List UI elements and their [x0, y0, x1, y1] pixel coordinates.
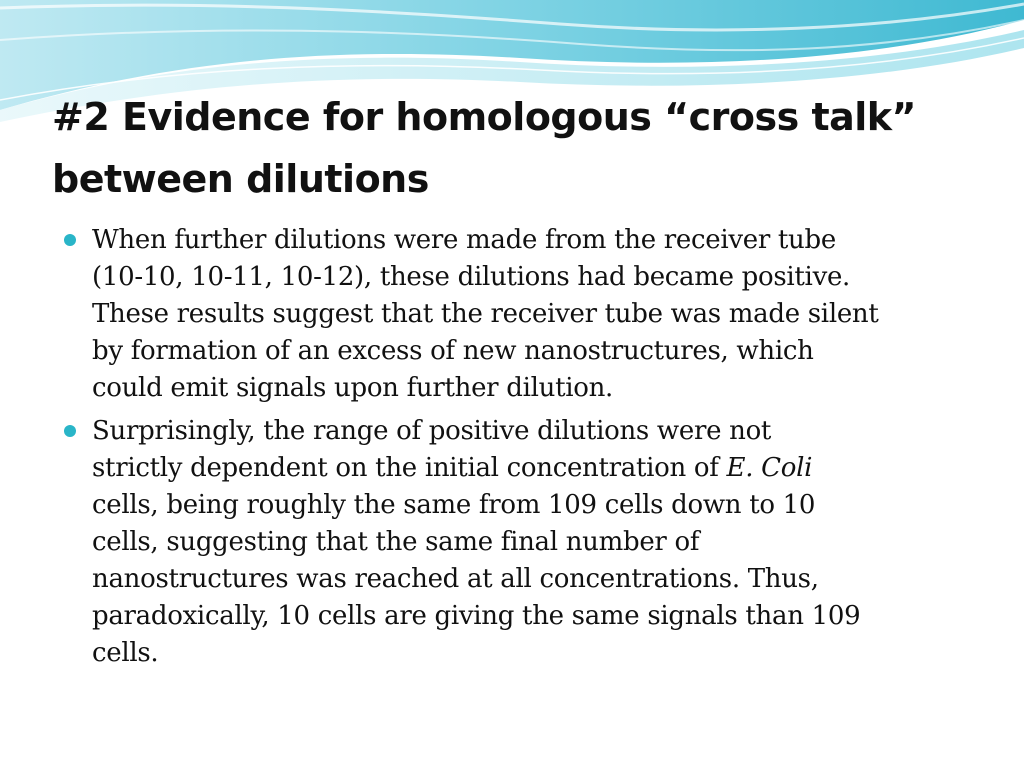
bullet-item-2 — [62, 413, 982, 672]
bullet-1-line-3: These results suggest that the receiver tube was made silent — [92, 299, 879, 329]
bullet-dot-icon — [64, 234, 76, 246]
bullet-1-line-5: could emit signals upon further dilution. — [92, 373, 613, 403]
bullet-1-line-2: (10-10, 10-11, 10-12), these dilutions had became positive. — [92, 262, 851, 292]
bullet-1-line-4: by formation of an excess of new nanostructures, which — [92, 336, 814, 366]
bullet-2-line-5: nanostructures was reached at all concentrations. Thus, — [92, 564, 819, 594]
slide-title-line-2: between dilutions — [52, 157, 429, 201]
slide-title-line-1: #2 Evidence for homologous “cross talk” — [52, 95, 917, 139]
bullet-list — [62, 222, 982, 678]
slide-title — [52, 86, 992, 210]
italic-term-e-coli: E. Coli — [726, 453, 813, 483]
bullet-2-line-2 — [92, 450, 982, 487]
bullet-item-1 — [62, 222, 982, 407]
bullet-2-line-3: cells, being roughly the same from 109 cells down to 10 — [92, 490, 816, 520]
bullet-2-line-4: cells, suggesting that the same final number of — [92, 527, 700, 557]
bullet-1-line-1: When further dilutions were made from the receiver tube — [92, 225, 836, 255]
bullet-2-line-2-text: strictly dependent on the initial concentration of — [92, 453, 727, 483]
bullet-dot-icon — [64, 425, 76, 437]
bullet-2-line-7: cells. — [92, 638, 159, 668]
bullet-2-line-1: Surprisingly, the range of positive dilutions were not — [92, 416, 772, 446]
bullet-2-line-6: paradoxically, 10 cells are giving the same signals than 109 — [92, 601, 861, 631]
